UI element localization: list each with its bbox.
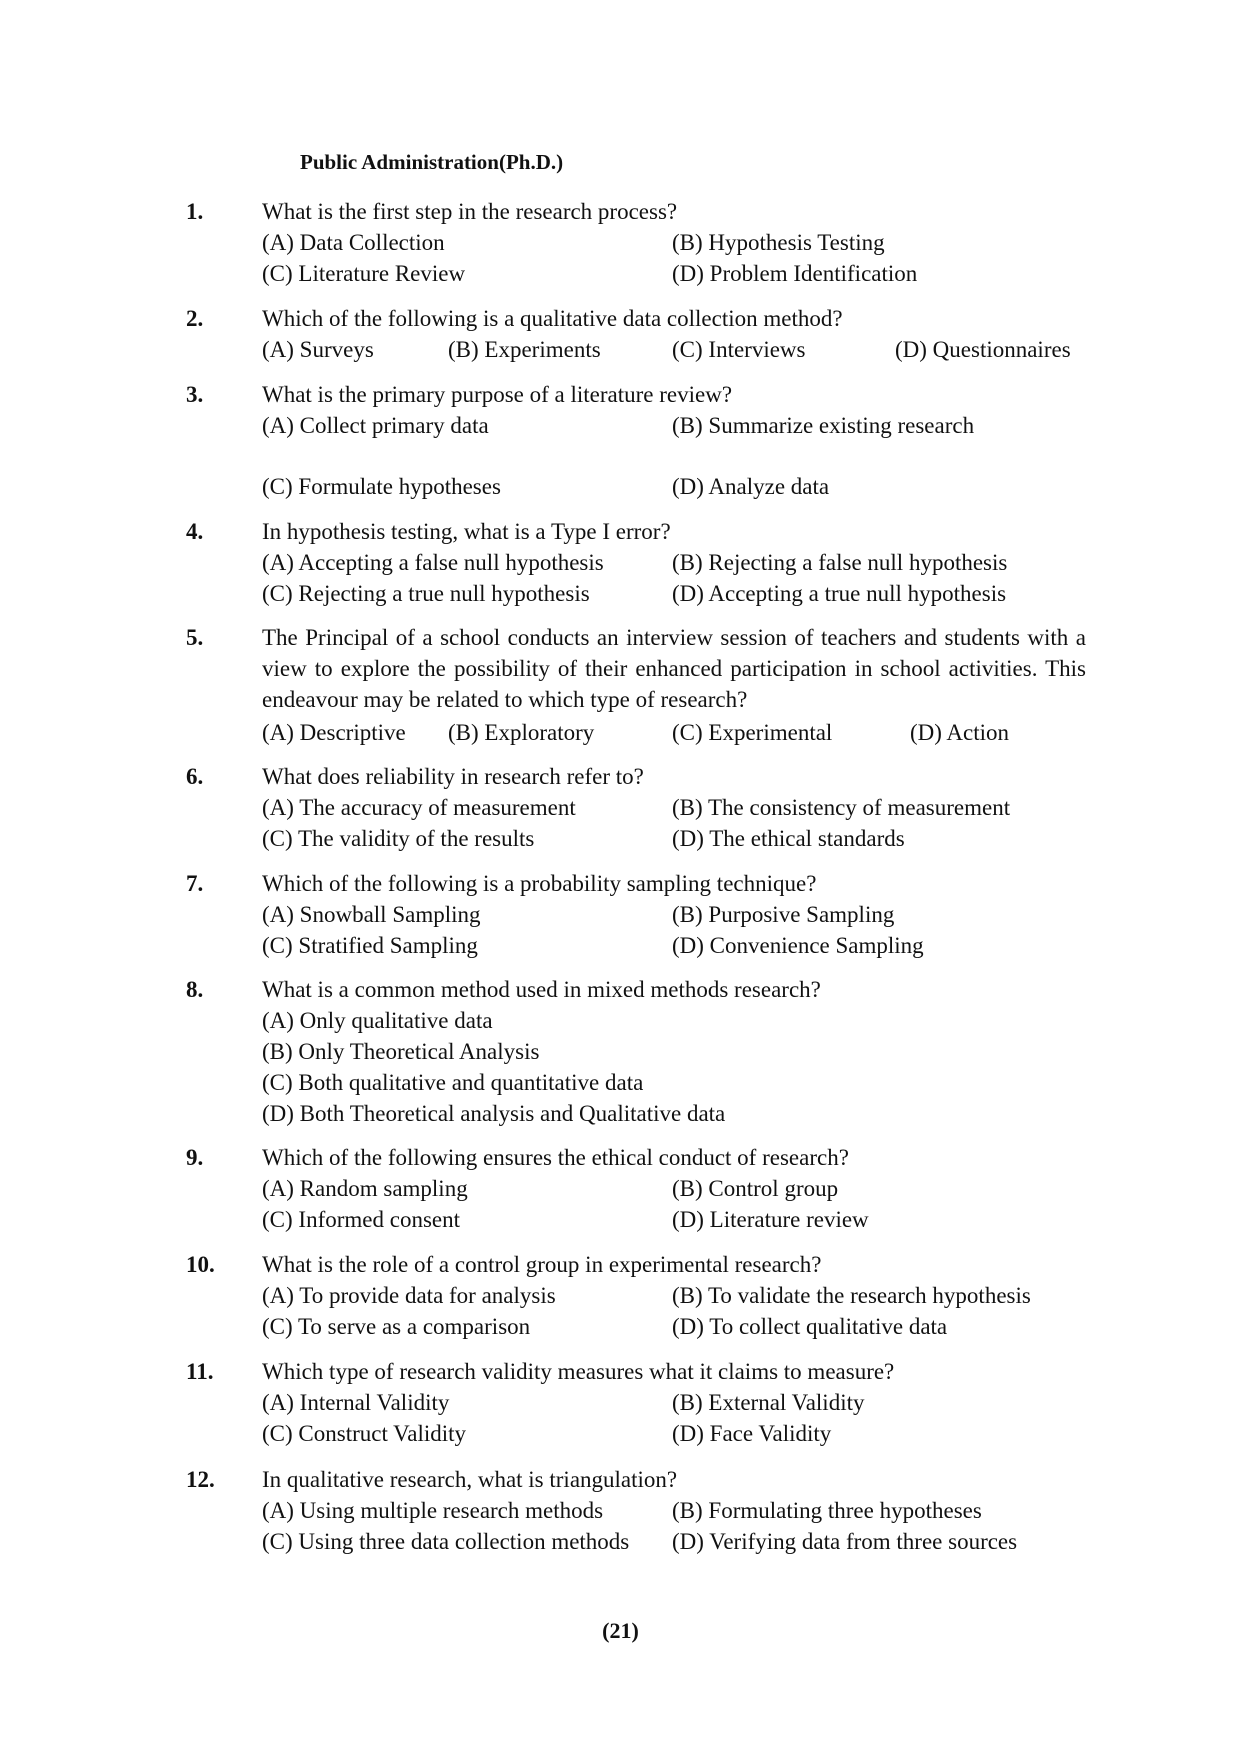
options: [262, 1387, 1086, 1449]
option-b: (B) External Validity: [672, 1390, 865, 1415]
option-d: (D) Analyze data: [672, 474, 830, 499]
option-b: (B) Control group: [672, 1176, 839, 1201]
question-number: 10.: [186, 1252, 215, 1277]
question-3: [186, 379, 1086, 502]
option-a: (A) Using multiple research methods: [262, 1498, 604, 1523]
option-c: (C) Using three data collection methods: [262, 1529, 630, 1554]
question-number: 12.: [186, 1467, 215, 1492]
option-c: (C) Formulate hypotheses: [262, 474, 501, 499]
question-number: 4.: [186, 519, 204, 544]
option-a: (A) Descriptive: [262, 720, 406, 745]
question-stem: Which of the following ensures the ethical conduct of research?: [262, 1145, 849, 1170]
options: [262, 899, 1086, 961]
option-c: (C) Informed consent: [262, 1207, 460, 1232]
question-number: 1.: [186, 199, 204, 224]
question-stem: In hypothesis testing, what is a Type I error?: [262, 519, 671, 544]
question-number: 6.: [186, 764, 204, 789]
options: [262, 334, 1086, 365]
question-number: 2.: [186, 306, 204, 331]
options: [262, 1495, 1086, 1557]
question-stem: What is the first step in the research process?: [262, 199, 678, 224]
question-stem: Which type of research validity measures what it claims to measure?: [262, 1359, 895, 1384]
option-d: (D) Face Validity: [672, 1421, 832, 1446]
question-stem: The Principal of a school conducts an interview session of teachers and students with a view to explore the possibility of their enhanced participation in school activities. This endeavour may be related to which type of research?: [262, 625, 1086, 712]
options: [262, 717, 1086, 748]
options: [262, 1280, 1086, 1342]
option-d: (D) Verifying data from three sources: [672, 1529, 1018, 1554]
options: [262, 410, 1086, 502]
question-11: [186, 1356, 1086, 1449]
question-stem: Which of the following is a probability sampling technique?: [262, 871, 817, 896]
option-d: (D) Literature review: [672, 1207, 869, 1232]
option-b: (B) Experiments: [448, 337, 601, 362]
option-c: (C) Stratified Sampling: [262, 933, 478, 958]
question-5: [186, 622, 1086, 748]
option-d: (D) Action: [910, 720, 1010, 745]
option-d: (D) To collect qualitative data: [672, 1314, 948, 1339]
option-c: (C) Literature Review: [262, 261, 466, 286]
option-d: (D) Questionnaires: [895, 337, 1071, 362]
option-c: (C) Both qualitative and quantitative data: [262, 1070, 644, 1095]
options: [262, 1173, 1086, 1235]
options: [262, 227, 1086, 289]
option-b: (B) Purposive Sampling: [672, 902, 895, 927]
question-9: [186, 1142, 1086, 1235]
option-a: (A) To provide data for analysis: [262, 1283, 556, 1308]
option-a: (A) Surveys: [262, 337, 374, 362]
question-stem: In qualitative research, what is triangulation?: [262, 1467, 678, 1492]
question-number: 8.: [186, 977, 204, 1002]
question-4: [186, 516, 1086, 609]
option-b: (B) Exploratory: [448, 720, 595, 745]
question-10: [186, 1249, 1086, 1342]
option-a: (A) Collect primary data: [262, 413, 489, 438]
option-d: (D) Problem Identification: [672, 261, 918, 286]
option-c: (C) The validity of the results: [262, 826, 535, 851]
page-number: (21): [602, 1618, 639, 1643]
option-b: (B) The consistency of measurement: [672, 795, 1011, 820]
option-d: (D) Both Theoretical analysis and Qualitative data: [262, 1101, 726, 1126]
question-12: [186, 1464, 1086, 1557]
option-b: (B) Rejecting a false null hypothesis: [672, 550, 1008, 575]
question-stem: Which of the following is a qualitative data collection method?: [262, 306, 843, 331]
option-a: (A) Data Collection: [262, 230, 445, 255]
options: [262, 792, 1086, 854]
option-d: (D) Convenience Sampling: [672, 933, 924, 958]
option-a: (A) Snowball Sampling: [262, 902, 481, 927]
option-c: (C) To serve as a comparison: [262, 1314, 531, 1339]
question-number: 7.: [186, 871, 204, 896]
option-a: (A) Internal Validity: [262, 1390, 450, 1415]
option-b: (B) Formulating three hypotheses: [672, 1498, 982, 1523]
option-c: (C) Rejecting a true null hypothesis: [262, 581, 590, 606]
question-number: 11.: [186, 1359, 214, 1384]
option-d: (D) Accepting a true null hypothesis: [672, 581, 1007, 606]
option-b: (B) Summarize existing research: [672, 413, 975, 438]
option-b: (B) Only Theoretical Analysis: [262, 1039, 540, 1064]
options: [262, 547, 1086, 609]
question-stem: What does reliability in research refer to?: [262, 764, 644, 789]
option-a: (A) The accuracy of measurement: [262, 795, 576, 820]
option-c: (C) Construct Validity: [262, 1421, 467, 1446]
question-8: [186, 974, 1086, 1129]
question-number: 9.: [186, 1145, 204, 1170]
option-a: (A) Only qualitative data: [262, 1008, 493, 1033]
options: [262, 1005, 1086, 1129]
question-stem: What is the role of a control group in experimental research?: [262, 1252, 822, 1277]
option-d: (D) The ethical standards: [672, 826, 905, 851]
option-c: (C) Experimental: [672, 720, 833, 745]
question-number: 5.: [186, 625, 204, 650]
question-stem: What is a common method used in mixed methods research?: [262, 977, 821, 1002]
question-6: [186, 761, 1086, 854]
option-a: (A) Accepting a false null hypothesis: [262, 550, 604, 575]
question-stem: What is the primary purpose of a literature review?: [262, 382, 733, 407]
option-b: (B) To validate the research hypothesis: [672, 1283, 1031, 1308]
question-7: [186, 868, 1086, 961]
option-b: (B) Hypothesis Testing: [672, 230, 885, 255]
option-c: (C) Interviews: [672, 337, 806, 362]
page-title: Public Administration(Ph.D.): [300, 150, 564, 174]
question-1: [186, 196, 1086, 289]
question-2: [186, 303, 1086, 365]
option-a: (A) Random sampling: [262, 1176, 468, 1201]
question-number: 3.: [186, 382, 204, 407]
